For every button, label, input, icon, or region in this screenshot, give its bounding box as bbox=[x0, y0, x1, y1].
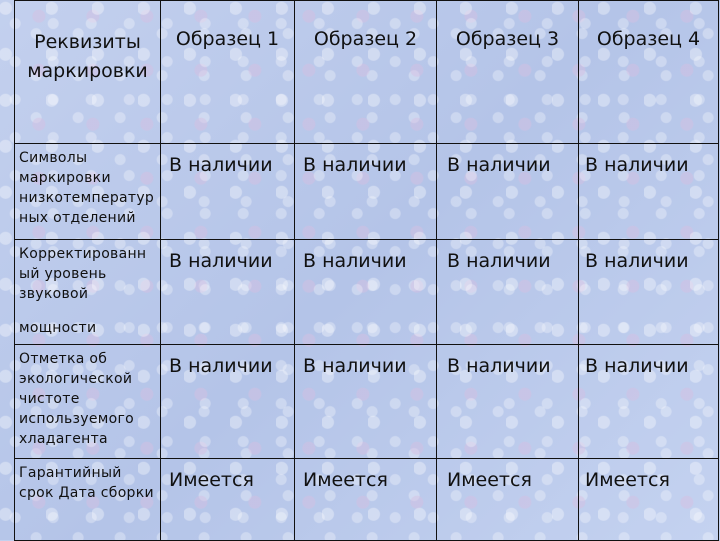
row-value: Имеется bbox=[295, 459, 437, 541]
row-value: Имеется bbox=[437, 459, 579, 541]
spacer bbox=[19, 304, 156, 318]
header-sample-4: Образец 4 bbox=[579, 1, 719, 144]
row-value: В наличии bbox=[579, 345, 719, 459]
marking-comparison-table bbox=[14, 0, 719, 541]
table-row bbox=[15, 459, 719, 541]
row-label: Символы маркировки низкотемператур ных отделений bbox=[15, 144, 161, 240]
header-sample-1: Образец 1 bbox=[161, 1, 295, 144]
header-sample-2: Образец 2 bbox=[295, 1, 437, 144]
table-row bbox=[15, 345, 719, 459]
header-sample-3: Образец 3 bbox=[437, 1, 579, 144]
row-value: В наличии bbox=[437, 240, 579, 345]
row-value: В наличии bbox=[579, 240, 719, 345]
row-value: В наличии bbox=[295, 144, 437, 240]
row-value: В наличии bbox=[295, 345, 437, 459]
row-label: Гарантийный срок Дата сборки bbox=[15, 459, 161, 541]
row-value: В наличии bbox=[437, 345, 579, 459]
row-label-cell bbox=[15, 240, 161, 345]
row-value: В наличии bbox=[161, 345, 295, 459]
row-value: В наличии bbox=[437, 144, 579, 240]
row-label: Отметка об экологической чистоте используемого хладагента bbox=[15, 345, 161, 459]
row-value: В наличии bbox=[295, 240, 437, 345]
row-value: Имеется bbox=[579, 459, 719, 541]
table-row bbox=[15, 144, 719, 240]
table-header-row bbox=[15, 1, 719, 144]
table-row bbox=[15, 240, 719, 345]
header-label: Реквизиты маркировки bbox=[15, 1, 161, 144]
row-label-continuation: мощности bbox=[19, 320, 97, 336]
row-value: В наличии bbox=[161, 144, 295, 240]
row-label: Корректированн ый уровень звуковой bbox=[19, 246, 147, 302]
row-value: Имеется bbox=[161, 459, 295, 541]
row-value: В наличии bbox=[579, 144, 719, 240]
row-value: В наличии bbox=[161, 240, 295, 345]
